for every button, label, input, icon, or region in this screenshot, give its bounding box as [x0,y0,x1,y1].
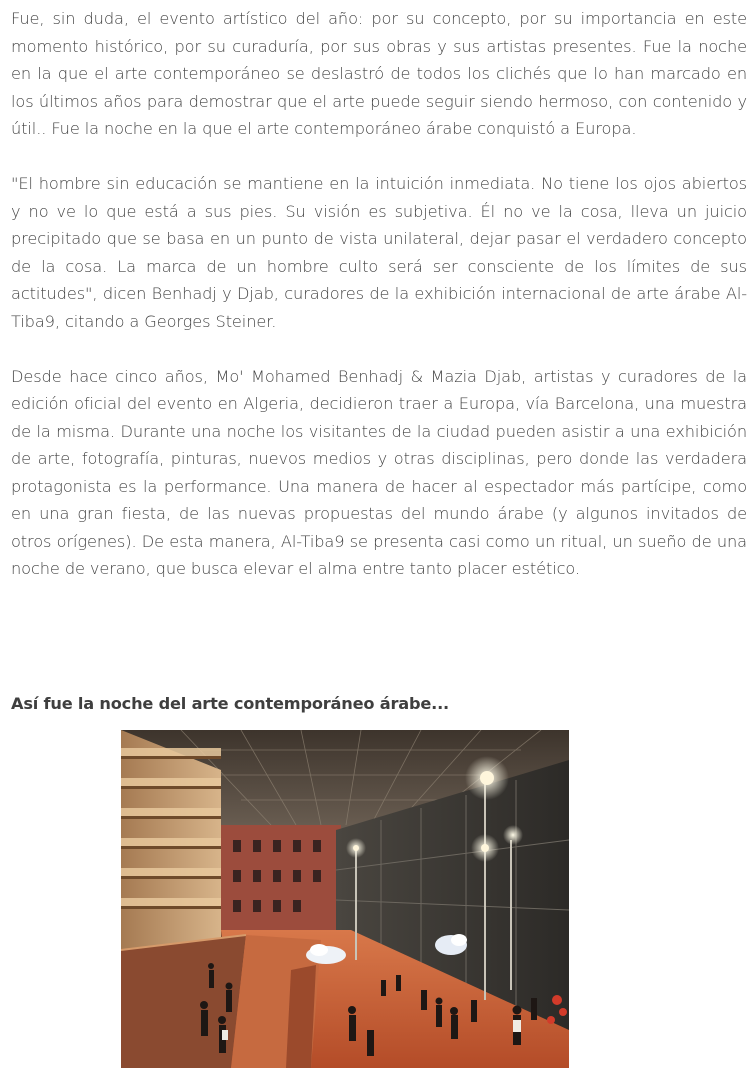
paragraph-intro: Fue, sin duda, el evento artístico del año: por su concepto, por su importancia en este momento histórico, por su curaduría, por sus obras y sus artistas presentes. Fue la noche en la que el arte contemporáneo se deslastró de todos los clichés que lo han marcado en los últimos años para demostrar que el arte puede seguir siendo hermoso, con contenido y útil.. Fue la noche en la que el arte contemporáneo árabe conquistó a Europa. [11,9,747,138]
article-body [11,5,747,583]
paragraph-history: Desde hace cinco años, Mo' Mohamed Benhadj & Mazia Djab, artistas y curadores de la edición oficial del evento en Algeria, decidieron traer a Europa, vía Barcelona, una muestra de la misma. Durante una noche los visitantes de la ciudad pueden asistir a una exhibición de arte, fotografía, pinturas, nuevos medios y otras disciplinas, pero donde las verdadera protagonista es la performance. Una manera de hacer al espectador más partícipe, como en una gran fiesta, de las nuevas propuestas del mundo árabe (y algunos invitados de otros orígenes). De esta manera, Al-Tiba9 se presenta casi como un ritual, un sueño de una noche de verano, que busca elevar el alma entre tanto placer estético. [11,366,747,578]
section-heading: Así fue la noche del arte contemporáneo árabe... [11,694,449,713]
paragraph-quote: "El hombre sin educación se mantiene en la intuición inmediata. No tiene los ojos abiertos y no ve lo que está a sus pies. Su visión es subjetiva. Él no ve la cosa, lleva un juicio precipitado que se basa en un punto de vista unilateral, dejar pasar el verdadero concepto de la cosa. La marca de un hombre culto será ser consciente de los límites de sus actitudes", dicen Benhadj y Djab, curadores de la exhibición internacional de arte árabe Al-Tiba9, citando a Georges Steiner. [11,174,747,331]
event-photo [121,730,569,1068]
